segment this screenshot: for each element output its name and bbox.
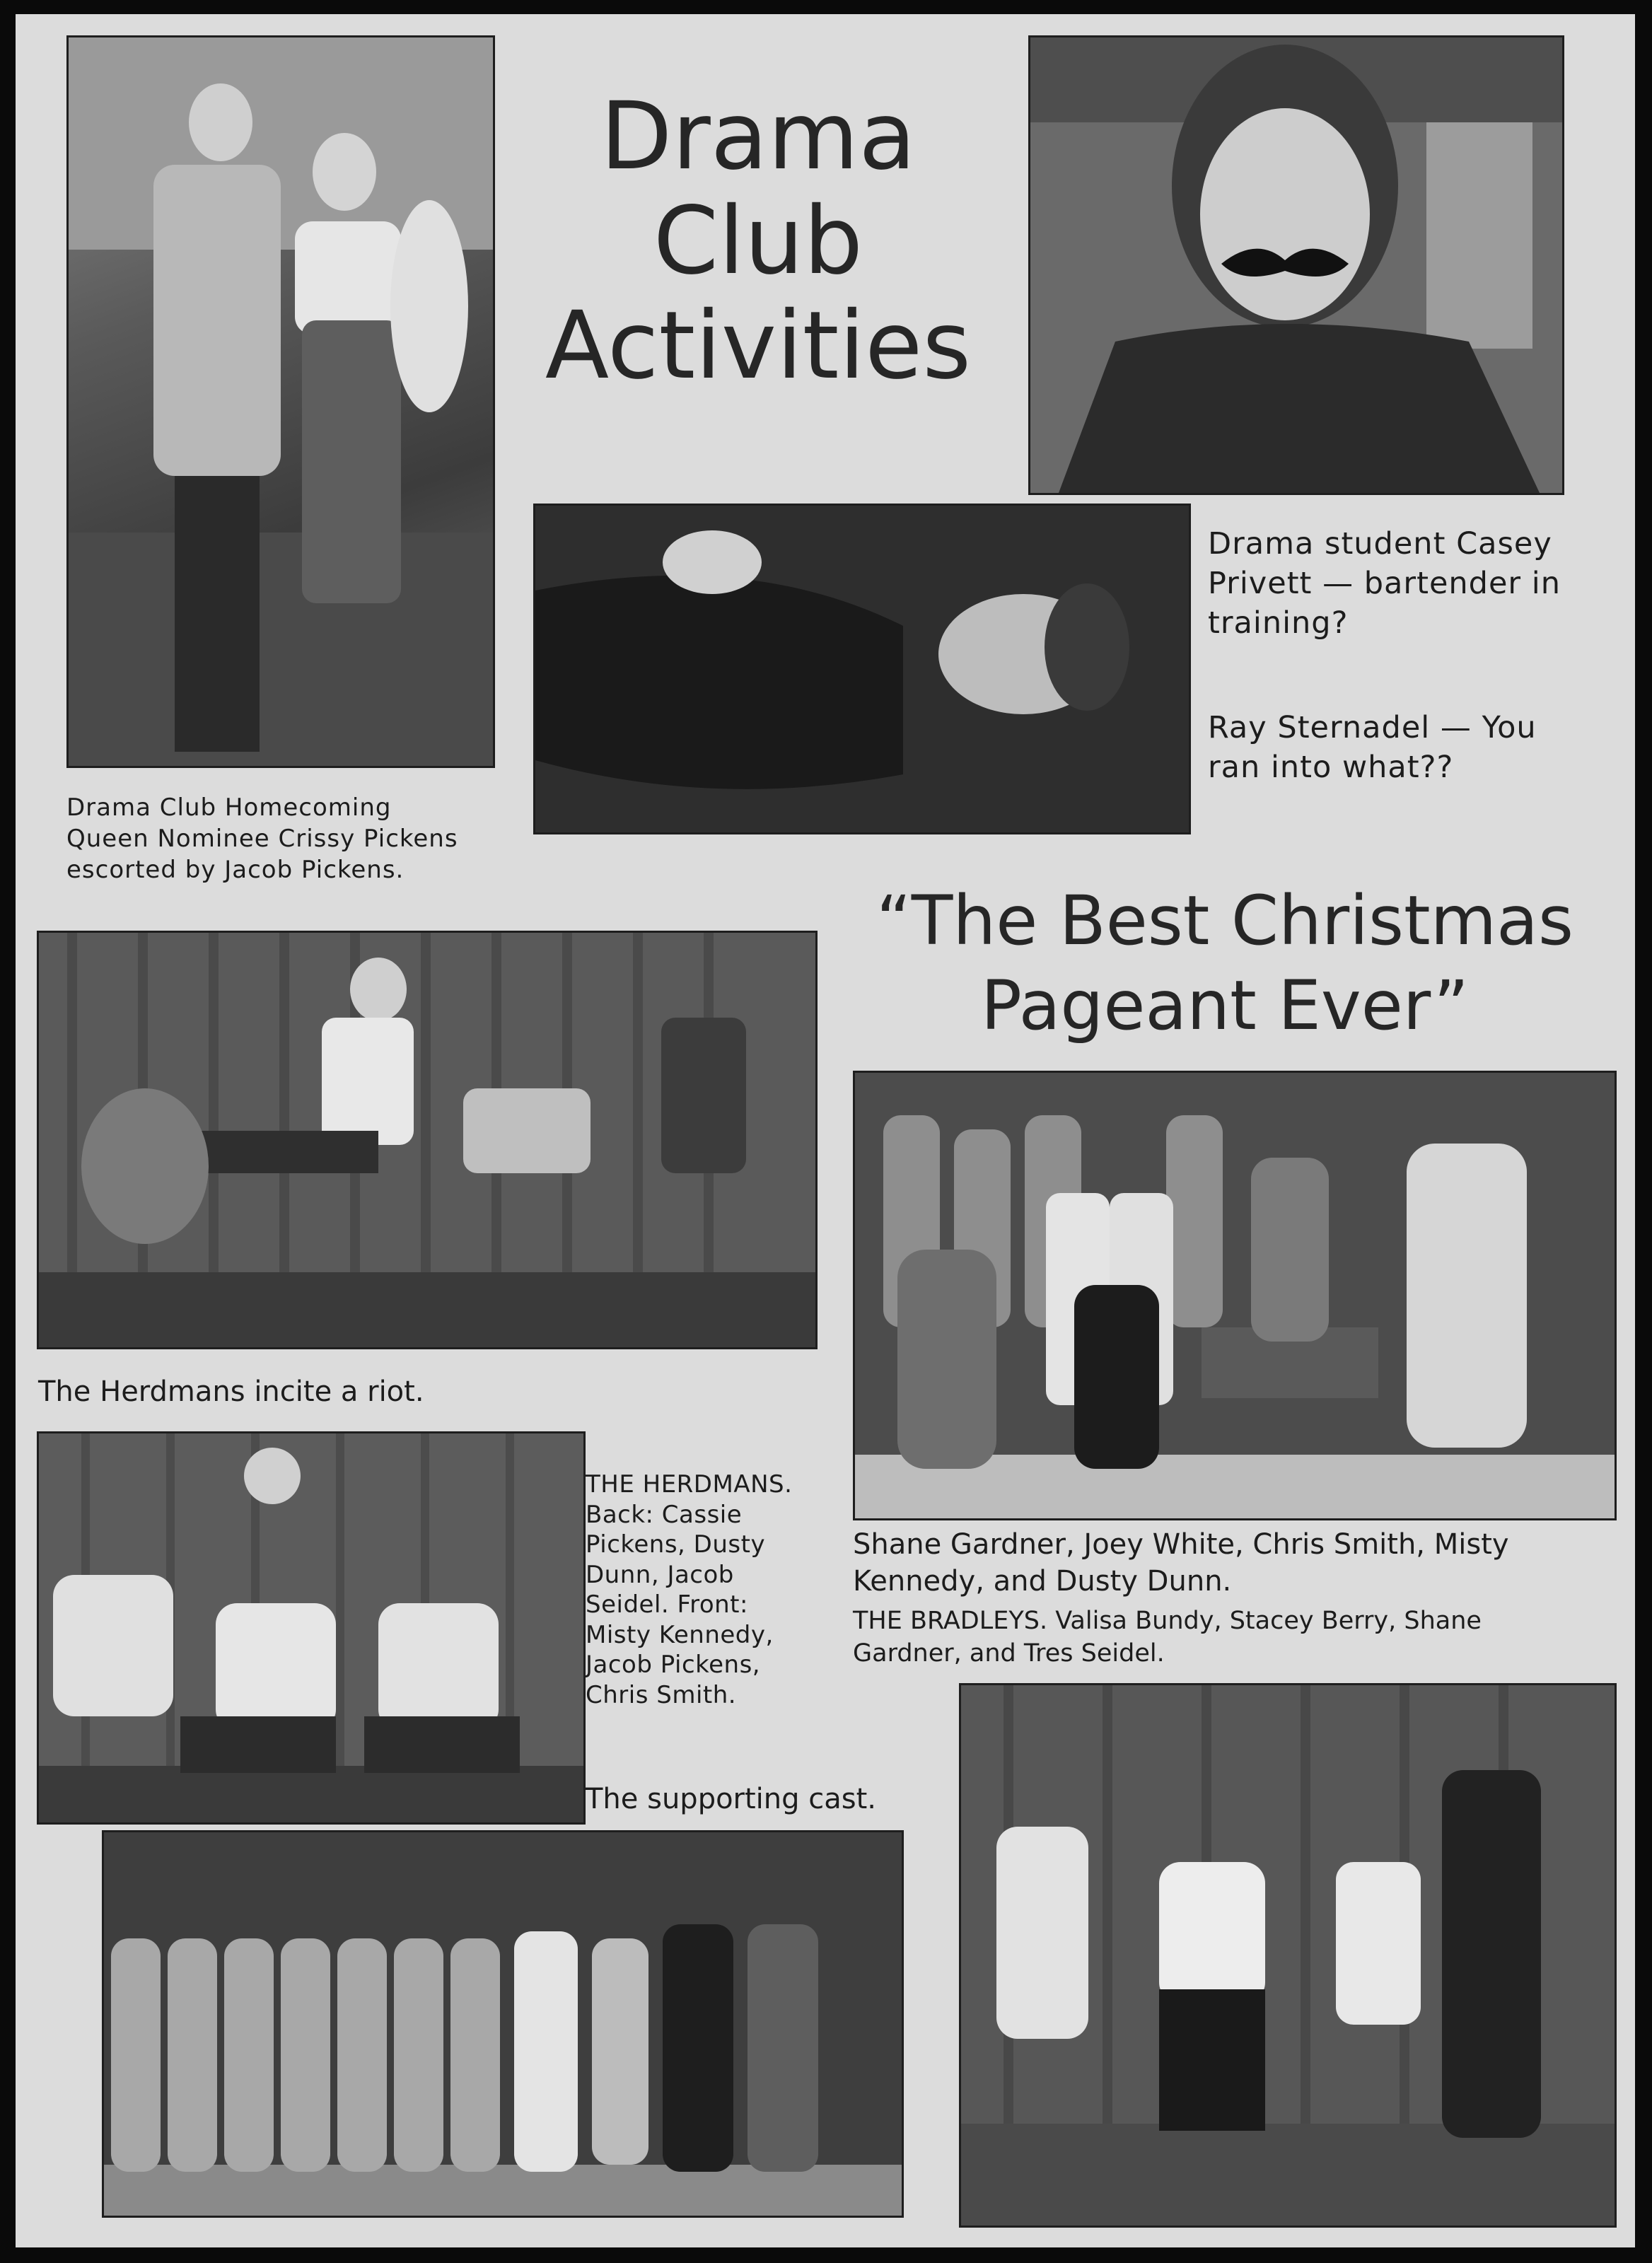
casey-caption (1208, 525, 1611, 644)
bradleys-photo (959, 1683, 1617, 2228)
bradleys-caption-line-1: THE BRADLEYS. Valisa Bundy, Stacey Berry, Shane (853, 1607, 1482, 1635)
herdmans-caption-line-2: Back: Cassie (586, 1500, 743, 1529)
homecoming-couple-photo (66, 35, 495, 768)
herdmans-caption-line-7: Jacob Pickens, (586, 1651, 761, 1679)
casey-caption-line-3: training? (1208, 605, 1349, 641)
homecoming-caption-line-1: Drama Club Homecoming (66, 793, 392, 822)
ray-caption-line-1: Ray Sternadel — You (1208, 710, 1537, 745)
herdmans-caption-line-1: THE HERDMANS. (586, 1470, 793, 1499)
ray-caption (1208, 709, 1611, 788)
page-title-line-2: Club (653, 186, 863, 296)
herdmans-group-photo (37, 1431, 586, 1825)
page-title (511, 82, 1006, 400)
herdmans-caption-line-5: Seidel. Front: (586, 1590, 748, 1619)
nativity-scene-photo (853, 1071, 1617, 1520)
herdmans-caption-line-3: Pickens, Dusty (586, 1530, 766, 1559)
riot-caption: The Herdmans incite a riot. (38, 1375, 424, 1408)
homecoming-caption (66, 792, 533, 886)
herdmans-caption-line-6: Misty Kennedy, (586, 1620, 774, 1649)
pageant-title-line-1: “The Best Christmas (876, 881, 1574, 960)
bradleys-caption-line-2: Gardner, and Tres Seidel. (853, 1639, 1165, 1668)
page-title-line-3: Activities (545, 291, 972, 400)
homecoming-caption-line-3: escorted by Jacob Pickens. (66, 856, 405, 885)
yearbook-page (16, 14, 1635, 2247)
nativity-caption (853, 1526, 1631, 1600)
nativity-caption-line-2: Kennedy, and Dusty Dunn. (853, 1565, 1232, 1598)
ray-lying-down-photo (533, 504, 1191, 834)
page-title-line-1: Drama (600, 82, 917, 191)
supporting-cast-caption: The supporting cast. (586, 1783, 876, 1815)
herdmans-riot-photo (37, 931, 818, 1349)
bradleys-caption (853, 1605, 1631, 1670)
casey-caption-line-1: Drama student Casey (1208, 526, 1552, 562)
herdmans-caption-line-4: Dunn, Jacob (586, 1560, 734, 1589)
casey-caption-line-2: Privett — bartender in (1208, 565, 1561, 601)
pageant-title (829, 878, 1621, 1048)
homecoming-caption-line-2: Queen Nominee Crissy Pickens (66, 825, 458, 854)
ray-caption-line-2: ran into what?? (1208, 749, 1454, 785)
supporting-cast-photo (102, 1830, 904, 2218)
pageant-title-line-2: Pageant Ever” (981, 966, 1469, 1045)
casey-mustache-photo (1028, 35, 1564, 495)
nativity-caption-line-1: Shane Gardner, Joey White, Chris Smith, Misty (853, 1528, 1509, 1561)
herdmans-caption-line-8: Chris Smith. (586, 1680, 737, 1709)
herdmans-caption (586, 1470, 854, 1710)
